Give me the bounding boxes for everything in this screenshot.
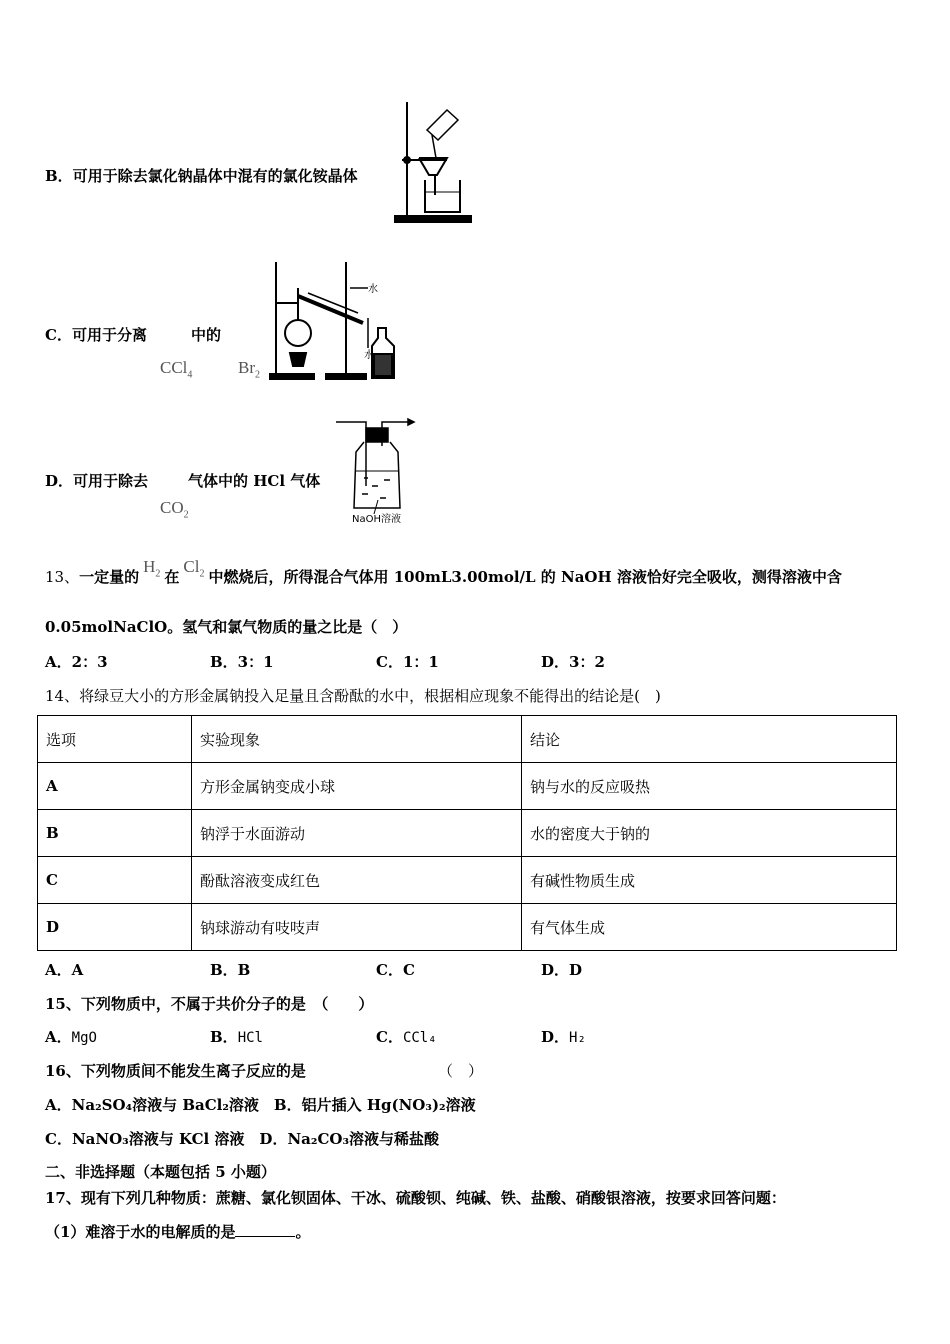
q16-options-line1: A．Na₂SO₄溶液与 BaCl₂溶液 B．铝片插入 Hg(NO₃)₂溶液 <box>45 1096 476 1114</box>
q13-option-b: B．3：1 <box>210 653 274 671</box>
table-cell: D <box>38 904 192 951</box>
table-row <box>38 904 897 951</box>
table-header: 选项 <box>38 716 192 763</box>
table-cell: 有气体生成 <box>522 904 897 951</box>
q13-option-c: C．1：1 <box>376 653 439 671</box>
q13-option-a: A．2：3 <box>45 653 108 671</box>
option-b-text: B．可用于除去氯化钠晶体中混有的氯化铵晶体 <box>45 167 358 185</box>
q14-option-d: D．D <box>541 961 583 979</box>
table-row <box>38 810 897 857</box>
table-header: 实验现象 <box>192 716 522 763</box>
q15-option-b: B．HCl <box>210 1028 263 1046</box>
table-cell: A <box>38 763 192 810</box>
q17-stem: 17、现有下列几种物质：蔗糖、氯化钡固体、干冰、硫酸钡、纯碱、铁、盐酸、硝酸银溶液，按要求回答问题： <box>45 1189 786 1207</box>
table-cell: 钠浮于水面游动 <box>192 810 522 857</box>
table-cell: 酚酞溶液变成红色 <box>192 857 522 904</box>
q15-stem: 15、下列物质中，不属于共价分子的是 （ ） <box>45 995 374 1013</box>
q15-option-a: A．MgO <box>45 1028 97 1046</box>
q14-stem: 14、将绿豆大小的方形金属钠投入足量且含酚酞的水中，根据相应现象不能得出的结论是( ) <box>45 687 661 705</box>
table-cell: 有碱性物质生成 <box>522 857 897 904</box>
formula-cl2: $Cl_2$ <box>183 557 205 580</box>
naoh-label: NaOH溶液 <box>352 514 401 525</box>
table-cell: B <box>38 810 192 857</box>
formula-ccl4: CCl$_4$ <box>160 358 193 381</box>
q14-option-a: A．A <box>45 961 84 979</box>
gas-washing-bottle-figure <box>334 416 416 528</box>
q13-option-d: D．3：2 <box>541 653 605 671</box>
q16-answer-paren: （ ） <box>438 1062 484 1080</box>
answer-blank[interactable] <box>235 1222 295 1237</box>
svg-text:水: 水 <box>368 284 378 295</box>
option-c-text: C．可用于分离 中的 <box>45 326 221 344</box>
svg-text:水: 水 <box>364 350 374 361</box>
table-cell: 方形金属钠变成小球 <box>192 763 522 810</box>
formula-co2: $CO_2$ <box>160 498 189 521</box>
distillation-apparatus-figure <box>268 258 408 382</box>
q14-option-b: B．B <box>210 961 251 979</box>
table-row <box>38 857 897 904</box>
q15-option-c: C．CCl₄ <box>376 1028 437 1046</box>
table-header: 结论 <box>522 716 897 763</box>
q14-table <box>37 715 897 951</box>
filtration-apparatus-figure <box>392 100 474 226</box>
table-cell: C <box>38 857 192 904</box>
q13-stem-line1: 13、一定量的$H_2$ 在$Cl_2$ 中燃烧后，所得混合气体用 100mL3.00mol/L 的 NaOH 溶液恰好完全吸收，测得溶液中含 <box>45 557 842 586</box>
table-cell: 钠与水的反应吸热 <box>522 763 897 810</box>
table-row <box>38 763 897 810</box>
q16-stem: 16、下列物质间不能发生离子反应的是 <box>45 1062 306 1080</box>
q13-stem-line2: 0.05molNaClO。氢气和氯气物质的量之比是（ ） <box>45 618 408 636</box>
q14-option-c: C．C <box>376 961 415 979</box>
table-header-row <box>38 716 897 763</box>
formula-br2: $Br_2$ <box>238 358 260 381</box>
table-cell: 水的密度大于钠的 <box>522 810 897 857</box>
table-cell: 钠球游动有吱吱声 <box>192 904 522 951</box>
section-title: 二、非选择题（本题包括 5 小题） <box>45 1163 276 1181</box>
q15-option-d: D．H₂ <box>541 1028 586 1046</box>
q17-sub1: （1）难溶于水的电解质的是 。 <box>45 1223 311 1241</box>
q16-options-line2: C．NaNO₃溶液与 KCl 溶液 D．Na₂CO₃溶液与稀盐酸 <box>45 1130 440 1148</box>
option-d-text: D．可用于除去 气体中的 HCl 气体 <box>45 472 321 490</box>
formula-h2: $H_2$ <box>143 557 161 580</box>
